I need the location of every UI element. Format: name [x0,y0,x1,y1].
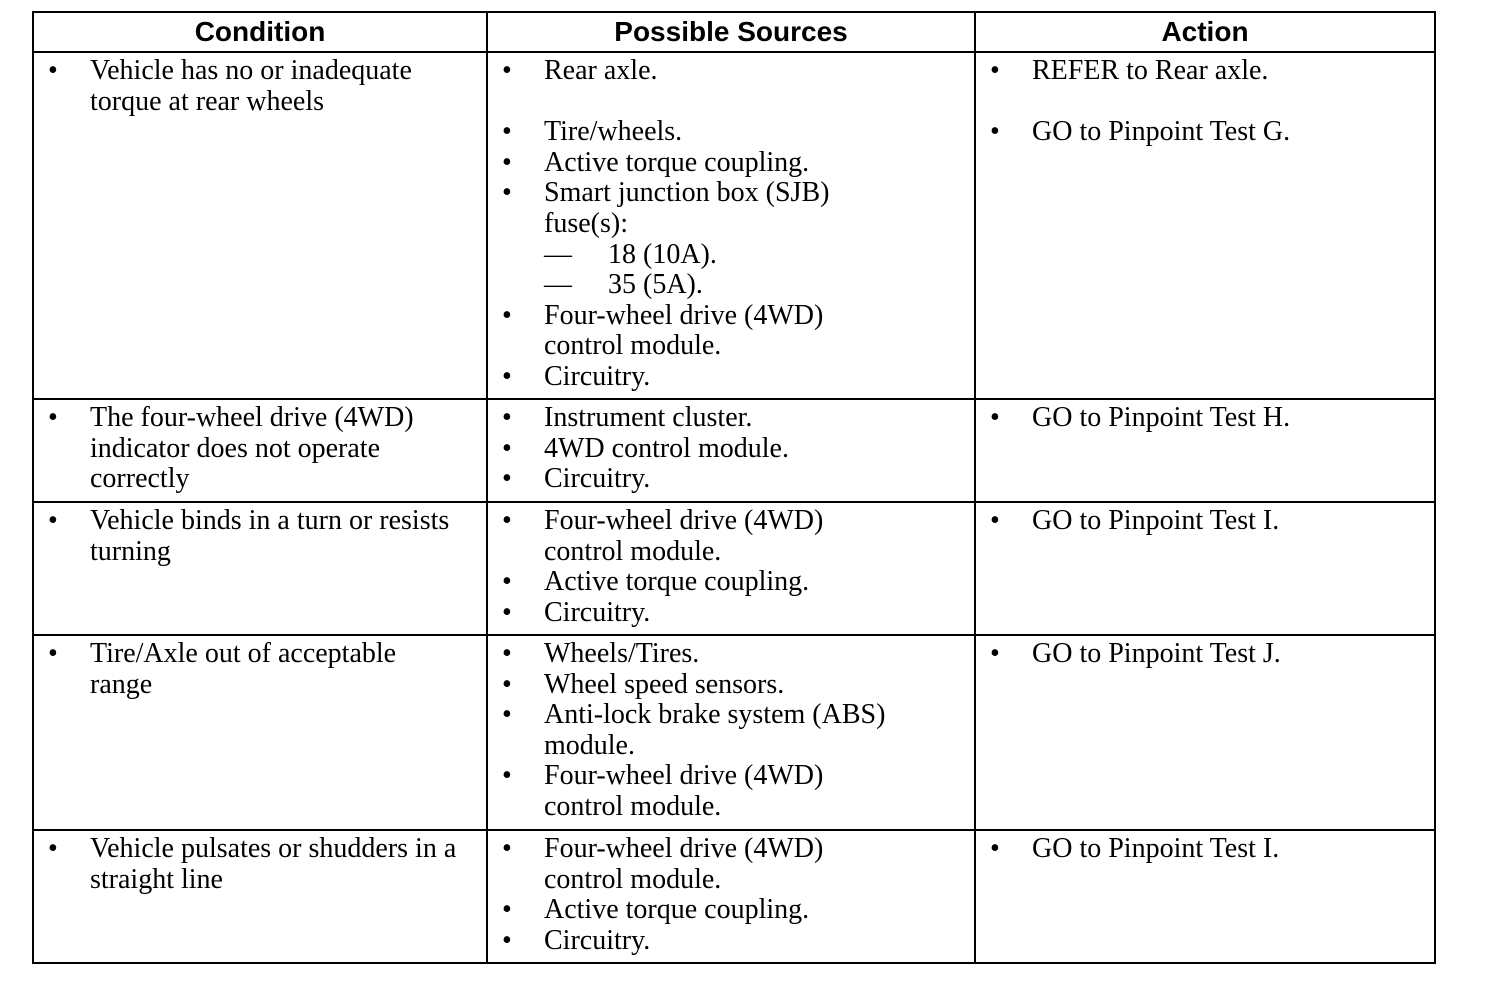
action-text: GO to Pinpoint Test I. [1032,833,1280,864]
table-row [33,399,1435,502]
list-item [488,301,974,362]
bullet-icon: • [990,55,1000,86]
action-cell [975,830,1435,963]
list-item [488,506,974,567]
source-text: Circuitry. [544,596,651,628]
source-text: Wheel speed sensors. [544,668,785,700]
list-item [488,926,974,957]
action-text: REFER to Rear axle. [1032,55,1269,86]
list-item [488,403,974,434]
bullet-icon: • [990,833,1000,864]
source-text: Four-wheel drive (4WD) control module. [544,760,824,822]
list-item [488,362,974,393]
bullet-icon: • [48,833,58,864]
source-text: Tire/wheels. [544,116,683,148]
source-text: Active torque coupling. [544,894,810,926]
bullet-icon: • [502,432,512,464]
bullet-icon: • [502,146,512,178]
bullet-icon: • [502,360,512,392]
sub-item-text: 18 (10A). [608,238,717,270]
condition-cell [33,502,487,635]
bullet-icon: • [48,402,58,433]
action-cell [975,399,1435,502]
list-item [976,403,1434,434]
sources-cell [487,52,975,399]
source-text: Active torque coupling. [544,566,810,598]
dash-icon: — [544,238,572,270]
table-row [33,635,1435,830]
list-item [34,506,486,567]
list-item [488,117,974,148]
table-row [33,502,1435,635]
list-item [976,506,1434,537]
condition-cell [33,52,487,399]
sub-list-item [544,270,864,301]
list-item [488,56,974,87]
bullet-icon: • [502,699,512,731]
bullet-icon: • [502,638,512,669]
bullet-icon: • [502,299,512,331]
action-text: GO to Pinpoint Test J. [1032,638,1281,669]
source-text: Circuitry. [544,360,651,392]
list-item [488,670,974,701]
source-text: Active torque coupling. [544,146,810,178]
source-text: Four-wheel drive (4WD) control module. [544,299,824,362]
list-item [488,639,974,670]
bullet-icon: • [502,894,512,926]
bullet-icon: • [502,463,512,495]
list-item [34,639,486,700]
source-text: Instrument cluster. [544,402,753,433]
list-item [488,434,974,465]
sources-cell [487,399,975,502]
list-item [488,148,974,179]
action-text: GO to Pinpoint Test G. [1032,116,1291,148]
header-row [33,12,1435,52]
condition-text: Tire/Axle out of acceptable range [90,638,397,700]
list-item [488,700,974,761]
list-item [34,403,486,495]
bullet-icon: • [48,638,58,669]
header-condition: Condition [33,12,487,52]
sources-cell [487,830,975,963]
bullet-icon: • [502,116,512,148]
list-item [976,639,1434,670]
list-item [34,56,486,117]
list-item [488,567,974,598]
condition-text: Vehicle has no or inadequate torque at rear wheels [90,55,412,117]
list-item [488,895,974,926]
list-item [976,117,1434,148]
bullet-icon: • [502,924,512,956]
source-text: Four-wheel drive (4WD) control module. [544,833,824,895]
table-row [33,52,1435,399]
condition-cell [33,399,487,502]
bullet-icon: • [502,566,512,598]
bullet-icon: • [990,638,1000,669]
source-text: Anti-lock brake system (ABS) module. [544,699,886,761]
source-text: Circuitry. [544,924,651,956]
source-text: Circuitry. [544,463,651,495]
header-action: Action [975,12,1435,52]
sub-list-item [544,240,864,271]
header-possible-sources: Possible Sources [487,12,975,52]
table-row [33,830,1435,963]
source-text: Rear axle. [544,55,658,86]
list-item [488,598,974,629]
bullet-icon: • [502,760,512,792]
condition-text: Vehicle binds in a turn or resists turning [90,505,450,567]
bullet-icon: • [502,833,512,864]
bullet-icon: • [990,505,1000,536]
bullet-icon: • [502,505,512,536]
bullet-icon: • [990,116,1000,148]
sub-item-text: 35 (5A). [608,269,703,301]
list-item [34,834,486,895]
bullet-icon: • [990,402,1000,433]
condition-text: The four-wheel drive (4WD) indicator does not operate correctly [90,402,414,495]
bullet-icon: • [502,177,512,209]
action-text: GO to Pinpoint Test H. [1032,402,1291,433]
action-cell [975,635,1435,830]
action-cell [975,502,1435,635]
source-text: Wheels/Tires. [544,638,700,669]
bullet-icon: • [48,55,58,86]
action-cell [975,52,1435,399]
source-text: 4WD control module. [544,432,789,464]
source-text: Smart junction box (SJB) fuse(s): [544,177,830,239]
action-text: GO to Pinpoint Test I. [1032,505,1280,536]
bullet-icon: • [502,402,512,433]
list-item [976,834,1434,865]
condition-text: Vehicle pulsates or shudders in a straight line [90,833,457,895]
condition-cell [33,635,487,830]
bullet-icon: • [48,505,58,536]
list-item [488,761,974,822]
list-item [488,178,974,300]
sources-cell [487,502,975,635]
dash-icon: — [544,269,572,301]
list-item [976,56,1434,87]
bullet-icon: • [502,668,512,700]
sources-cell [487,635,975,830]
condition-cell [33,830,487,963]
bullet-icon: • [502,596,512,628]
list-item [488,464,974,495]
bullet-icon: • [502,55,512,86]
list-item [488,834,974,895]
diagnosis-table [32,11,1436,964]
source-text: Four-wheel drive (4WD) control module. [544,505,824,567]
